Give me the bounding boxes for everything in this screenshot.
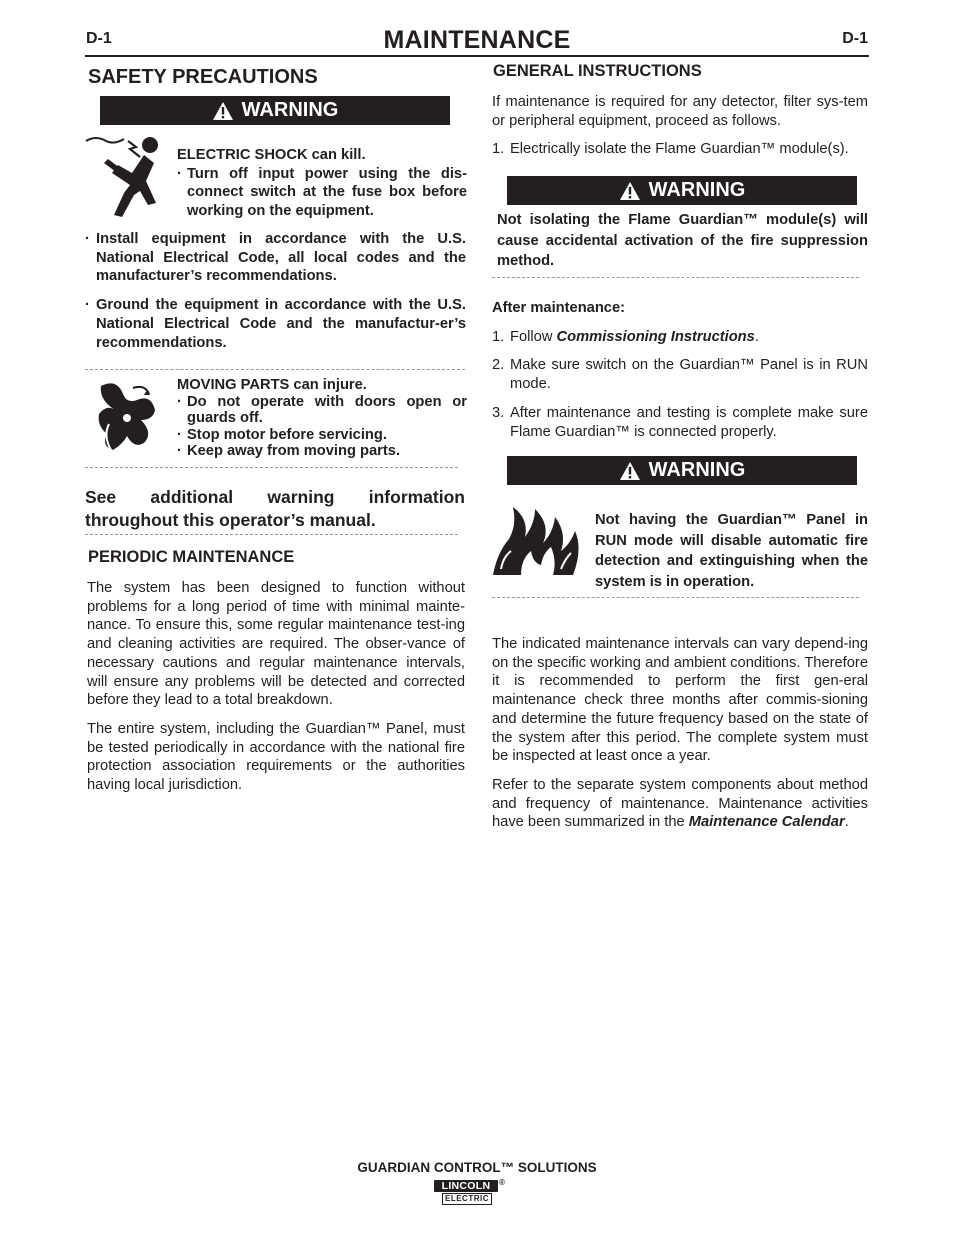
warning-triangle-icon <box>619 181 641 201</box>
warning-1-text: Not isolating the Flame Guardian™ module(s) will cause accidental activation of the fire suppression method. <box>497 212 868 269</box>
refer-paragraph: Refer to the separate system components about method and frequency of maintenance. Maintenance activities have been summarized in the Maintenance Calendar. <box>492 776 868 831</box>
page-number-left: D-1 <box>86 30 112 47</box>
divider <box>85 369 465 370</box>
general-paragraph: If maintenance is required for any detector, filter sys-tem or peripheral equipment, proceed as follows. <box>492 94 868 129</box>
list-item: 1. Electrically isolate the Flame Guardian™ module(s). <box>492 141 849 158</box>
divider <box>85 534 458 535</box>
warning-banner-right-1 <box>507 176 857 205</box>
list-item: · Install equipment in accordance with the U.S. National Electrical Code, all local codes and the manufacturer’s recommendations. <box>85 231 466 285</box>
lincoln-electric-logo <box>434 1178 508 1206</box>
intervals-paragraph: The indicated maintenance intervals can vary depend-ing on the specific working and ambient conditions. Therefore it is recommended to perform the first gen-eral maintenance check three months after commis-sioning and determine the future frequency based on the state of the system after this period. The complete system must be inspected at least once a year. <box>492 636 868 765</box>
divider <box>492 597 859 598</box>
warning-label: WARNING <box>648 459 746 481</box>
page-title: MAINTENANCE <box>383 26 571 54</box>
header-rule <box>85 55 869 57</box>
divider <box>85 467 458 468</box>
divider <box>492 277 859 278</box>
list-item: · Do not operate with doors open or guards off. <box>177 393 467 426</box>
warning-triangle-icon <box>212 101 234 121</box>
warning-2-text: Not having the Guardian™ Panel in RUN mode will disable automatic fire detection and extinguishing when the system is in operation. <box>595 512 868 590</box>
electric-shock-icon <box>84 133 164 219</box>
general-instructions-heading: GENERAL INSTRUCTIONS <box>493 62 702 80</box>
list-item: 1. Follow Commissioning Instructions. <box>492 328 759 345</box>
list-item: · Stop motor before servicing. <box>177 426 387 443</box>
warning-banner-right-2 <box>507 456 857 485</box>
after-maintenance-heading: After maintenance: <box>492 300 626 316</box>
warning-triangle-icon <box>619 461 641 481</box>
logo-top-text: LINCOLN <box>434 1180 498 1192</box>
list-item: · Turn off input power using the dis-connect switch at the fuse box before working on the equipment. <box>177 165 467 220</box>
moving-parts-icon <box>93 380 161 456</box>
safety-precautions-heading: SAFETY PRECAUTIONS <box>88 66 318 88</box>
electric-shock-title: ELECTRIC SHOCK can kill. <box>177 147 366 163</box>
list-item: · Ground the equipment in accordance with the U.S. National Electrical Code and the manufactur-er’s recommendations. <box>85 297 466 351</box>
warning-banner-left <box>100 96 450 125</box>
list-item: 3. After maintenance and testing is complete make sure Flame Guardian™ is connected properly. <box>492 404 868 440</box>
periodic-paragraph-2: The entire system, including the Guardian™ Panel, must be tested periodically in accordance with the national fire protection association requirements or the authorities having local jurisdiction. <box>87 720 465 794</box>
registered-mark: ® <box>499 1178 505 1187</box>
page-number-right: D-1 <box>842 30 868 47</box>
periodic-paragraph-1: The system has been designed to function without problems for a long period of time with minimal mainte-nance. To ensure this, some regular maintenance test-ing and cleaning activities are required. The obser-vance of necessary cautions and regular maintenance intervals, will ensure any problems will be detected and corrected before they lead to a total breakdown. <box>87 580 465 709</box>
warning-label: WARNING <box>241 99 339 121</box>
moving-parts-title: MOVING PARTS can injure. <box>177 377 367 393</box>
warning-label: WARNING <box>648 179 746 201</box>
periodic-maintenance-heading: PERIODIC MAINTENANCE <box>88 548 295 566</box>
footer-title: GUARDIAN CONTROL™ SOLUTIONS <box>357 1160 597 1175</box>
list-item: 2. Make sure switch on the Guardian™ Panel is in RUN mode. <box>492 357 868 393</box>
fire-icon <box>491 503 585 577</box>
see-additional-notice: See additional warning information throughout this operator’s manual. <box>85 487 465 530</box>
list-item: · Keep away from moving parts. <box>177 443 401 459</box>
logo-bottom-text: ELECTRIC <box>442 1193 492 1205</box>
